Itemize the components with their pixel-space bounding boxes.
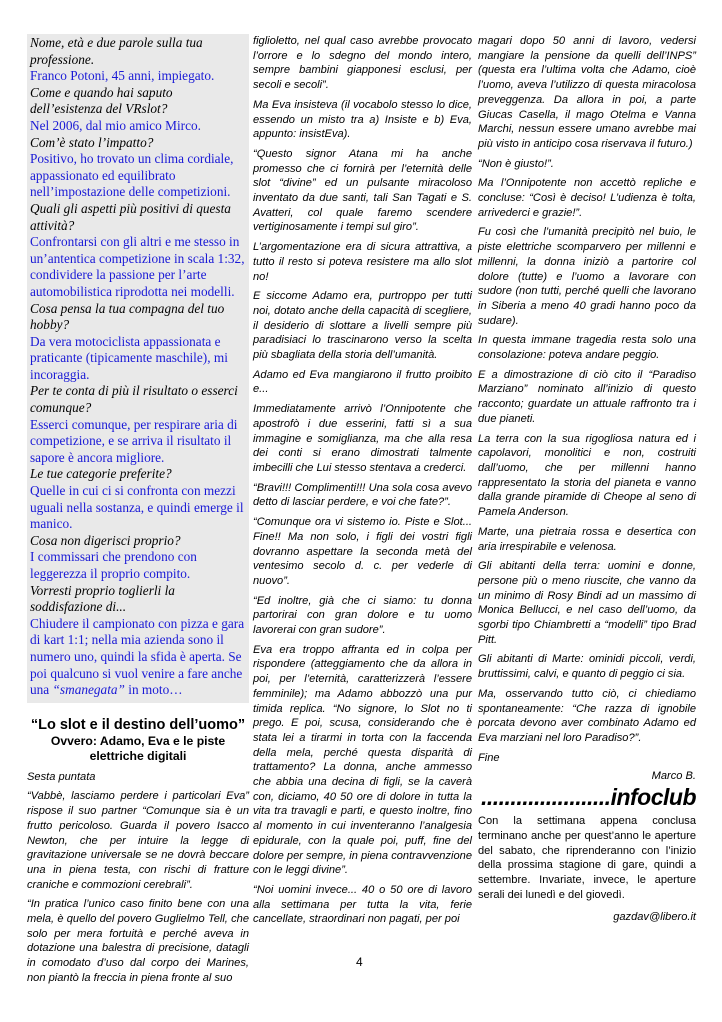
article-paragraph: “Vabbè, lasciamo perdere i particolari Eva” rispose il suo partner “Comunque sia è un frutto pericoloso. Guarda il povero Isacco Newton, che per intuire la legge di gravitazione universale se ne dovrà beccare una in piena testa, con rischi di fratture craniche e commozioni cerebrali”.: [27, 790, 249, 891]
interview-question: Come e quando hai saputo dell’esistenza del VRslot?: [30, 84, 173, 117]
interview-question: Cosa pensa la tua compagna del tuo hobby?: [30, 300, 225, 333]
answer-text-end: in moto…: [124, 682, 183, 698]
interview-question: Vorresti proprio toglierli la soddisfazione di...: [30, 582, 175, 615]
interview-answer: I commissari che prendono con leggerezza il proprio compito.: [30, 549, 197, 581]
article-paragraph: E siccome Adamo era, purtroppo per tutti noi, dotato anche della capacità di scegliere, il desiderio di slottare a livelli sempre più paradisiaci lo trascinarono verso la scelta più sbagliata della storia dell’umanità.: [253, 290, 472, 362]
article-paragraph: Adamo ed Eva mangiarono il frutto proibito e...: [253, 368, 472, 396]
article-paragraph: Gli abitanti di Marte: ominidi piccoli, verdi, bruttissimi, calvi, e quanto di peggio ci sia.: [478, 653, 696, 681]
article-paragraph: magari dopo 50 anni di lavoro, vedersi mangiare la pensione da quelli dell’INPS” (questa era l’ultima volta che Adamo, cioè l’uomo, aveva l’utilizzo di questa miracolosa preveggenza. Da allora in poi, a parte Giucas Casella, il mago Otelma e Vanna Marchi, nessun essere umano avrebbe mai più visto in anticipo cosa riservava il futuro.): [478, 35, 696, 150]
interview-box: [27, 34, 249, 703]
article-paragraph: “Non è giusto!”.: [478, 157, 554, 170]
column-1: [27, 34, 249, 986]
infoclub-logo: ......................infoclub: [480, 784, 696, 811]
article-paragraph: Ma l’Onnipotente non accettò repliche e concluse: “Così è deciso! L’udienza è tolta, arrivederci e grazie!”.: [478, 177, 696, 219]
article-paragraph: figlioletto, nel qual caso avrebbe provocato l’orrore e lo sdegno del mondo intero, sempre bambini giapponesi esclusi, per secoli e secoli”.: [253, 35, 472, 92]
article-paragraph: L’argomentazione era di sicura attrattiva, a tutto il resto si poteva resistere ma allo slot no!: [253, 241, 472, 283]
interview-answer: Da vera motociclista appassionata e praticante (tipicamente maschile), mi incoraggia.: [30, 333, 228, 382]
article-paragraph: Immediatamente arrivò l’Onnipotente che apostrofò i due esserini, fatti sì a sua immagine e somiglianza, ma che alla resa dei conti si erano dimostrati talmente imbecilli che Lui stesso stentava a crederci.: [253, 403, 472, 474]
article-paragraph: “Noi uomini invece... 40 o 50 ore di lavoro alla settimana per tutta la vita, ferie cancellate, straordinari non pagati, per poi: [253, 883, 472, 926]
column-2: [253, 34, 472, 927]
article-paragraph: “Bravi!!! Complimenti!!! Una sola cosa avevo detto di lasciar perdere, e voi che fate?”.: [253, 481, 472, 509]
interview-answer: Positivo, ho trovato un clima cordiale, appassionato ed equilibrato nell’impostazione delle competizioni.: [30, 151, 234, 200]
article-subtitle: Ovvero: Adamo, Eva e le piste elettriche digitali: [50, 733, 226, 763]
article-paragraph: “Ed inoltre, già che ci siamo: tu donna partorirai con gran dolore e tu uomo lavorerai con gran sudore”.: [253, 594, 472, 637]
article-paragraph: Ma, osservando tutto ciò, ci chiediamo spontaneamente: “Che razza di ignobile porcata devono aver combinato Adamo ed Eva marziani nel loro Paradiso?”.: [478, 687, 696, 744]
interview-answer: Franco Potoni, 45 anni, impiegato.: [30, 68, 215, 84]
article-paragraph: Fu così che l’umanità precipitò nel buio, le piste elettriche scomparvero per millenni e millenni, la donna iniziò a partorire col dolore (tutte) e l’uomo a lavorare con sudore (non tutti, perché quelli che lavorano in Siberia a meno 40 gradi hanno poco da sudare).: [478, 226, 696, 327]
interview-answer-last: [30, 616, 246, 699]
infoclub-text: Con la settimana appena conclusa terminano anche per quest’anno le aperture del sabato, che riprenderanno con l’inizio della prossima stagione di gare, quindi a settembre. Invariate, invece, le aperture serali dei lunedì e del giovedì.: [478, 815, 696, 901]
interview-answer: Esserci comunque, per respirare aria di competizione, e se arriva il risultato il sapore è ancora migliore.: [30, 416, 238, 465]
interview-question: Cosa non digerisci proprio?: [30, 532, 181, 548]
interview-question: Com’è stato l’impatto?: [30, 134, 154, 150]
article-paragraph: “In pratica l’unico caso finito bene con una mela, è quello del povero Guglielmo Tell, che solo per mera fortuità e perché aveva in dotazione una balestra di precisione, datagli in comodato d’uso dal corpo dei Marines, non piantò la freccia in piena fronte al suo: [27, 898, 249, 984]
interview-question: Le tue categorie preferite?: [30, 466, 172, 482]
article-end: Fine: [478, 751, 500, 764]
article-paragraph: “Questo signor Atana mi ha anche promesso che ci fornirà per l’eternità delle slot “divine” ed un pulsante miracoloso inventato da due santi, tali San Tagati e S. Avatteri, col quale faremo scendere vertiginosamente i tempi sul giro”.: [253, 147, 472, 234]
article-body-col1: [27, 770, 249, 986]
article-paragraph: “Comunque ora vi sistemo io. Piste e Slot... Fine!! Ma non solo, i figli dei vostri figli dovranno aspettare la seconda metà del ventesimo secolo d. c. per vederle di nuovo”.: [253, 516, 472, 587]
interview-question: Per te conta di più il risultato o esserci comunque?: [30, 383, 238, 416]
article-title: “Lo slot e il destino dell’uomo”: [30, 716, 246, 733]
contact-email[interactable]: gazdav@libero.it: [613, 910, 696, 923]
article-paragraph: E a dimostrazione di ciò cito il “Paradiso Marziano” nominato all’inizio di questo racconto; guardate un attuale raffronto tra i due pianeti.: [478, 368, 696, 425]
column-3: [478, 34, 696, 923]
article-paragraph: Eva era troppo affranta ed in colpa per rispondere (atteggiamento che da allora in poi, per l’eternità, caratterizzerà l’essere femminile); ma Adamo abbozzò una pur timida replica. “No signore, lo Slot no ti prego. E poi, scusa, considerando che è stata lei a tirarmi in torta con la faccenda della mela, perché questa disparità di trattamento? La donna, anche ammesso che abbia una decina di figli, se la caverà con, diciamo, 40 50 ore di dolore in tutta la vita tra travagli e parti, e questo inoltre, fino al momento in cui inventeranno l’analgesia epidurale, con la quale poi, puff, fine del dolore per sempre, in piena contravvenzione con le leggi divine”.: [253, 643, 472, 877]
interview-answer: Confrontarsi con gli altri e me stesso in un’antentica competizione in scala 1:32, condividere la passione per l’arte automobilistica riprodotta nei modelli.: [30, 234, 245, 299]
answer-italic: “smanegata”: [52, 682, 125, 698]
interview-question: Nome, età e due parole sulla tua professione.: [30, 35, 203, 67]
page-number: 4: [356, 955, 363, 969]
interview-answer: Nel 2006, dal mio amico Mirco.: [30, 117, 201, 133]
author-signature: Marco B.: [651, 770, 696, 783]
answer-text: Chiudere il campionato con pizza e gara di kart 1:1; nella mia azienda sono il numero uno, quindi la sfida è aperta. Se poi qualcuno si vuol venire a fare anche una: [30, 615, 245, 698]
article-paragraph: La terra con la sua rigogliosa natura ed i capolavori, monolitici e non, costruiti dall’uomo, che per millenni hanno rappresentato la storia del pianeta e vanno dalla grande piramide di Cheope al seno di Pamela Anderson.: [478, 432, 696, 519]
article-paragraph: Ma Eva insisteva (il vocabolo stesso lo dice, essendo un misto tra a) Insiste e b) Eva, appunto: insistEva).: [253, 98, 472, 141]
article-paragraph: In questa immane tragedia resta solo una consolazione: poteva andare peggio.: [478, 334, 696, 362]
interview-question: Quali gli aspetti più positivi di questa attività?: [30, 200, 231, 233]
article-paragraph: Marte, una pietraia rossa e desertica con aria irrespirabile e velenosa.: [478, 525, 696, 553]
article-paragraph: Gli abitanti della terra: uomini e donne, persone più o meno riuscite, che vanno da un minimo di Rosy Bindi ad un massimo di Monica Bellucci, e nel caso dell’uomo, da sgorbi tipo Chiambretti a “modelli” tipo Brad Pitt.: [478, 560, 696, 646]
article-paragraph: Sesta puntata: [27, 770, 96, 783]
interview-answer: Quelle in cui ci si confronta con mezzi uguali nella sostanza, e quindi emerge il manico.: [30, 483, 244, 532]
